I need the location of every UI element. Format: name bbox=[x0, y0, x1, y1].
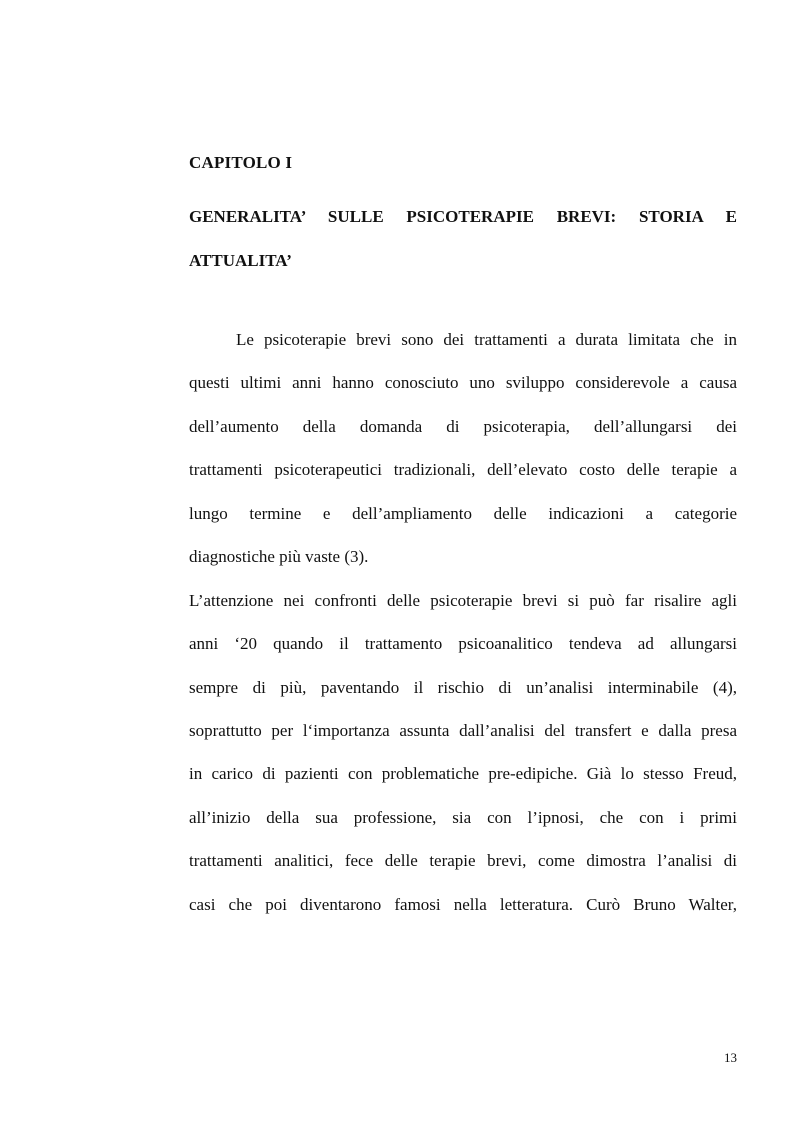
text-line: trattamenti psicoterapeutici tradizionali, dell’elevato costo delle terapie a bbox=[189, 460, 737, 480]
text-line: diagnostiche più vaste (3). bbox=[189, 547, 369, 567]
text-line: questi ultimi anni hanno conosciuto uno sviluppo considerevole a causa bbox=[189, 373, 737, 393]
page-number: 13 bbox=[724, 1050, 737, 1065]
text-line: casi che poi diventarono famosi nella letteratura. Curò Bruno Walter, bbox=[189, 894, 737, 914]
text-line: anni ‘20 quando il trattamento psicoanalitico tendeva ad allungarsi bbox=[189, 634, 737, 654]
text-line: dell’aumento della domanda di psicoterapia, dell’allungarsi dei bbox=[189, 416, 737, 436]
text-line: sempre di più, paventando il rischio di un’analisi interminabile (4), bbox=[189, 677, 737, 697]
body-paragraphs bbox=[189, 320, 737, 928]
text-line: lungo termine e dell’ampliamento delle indicazioni a categorie bbox=[189, 503, 737, 523]
chapter-label: CAPITOLO I bbox=[189, 153, 293, 172]
text-line: trattamenti analitici, fece delle terapie brevi, come dimostra l’analisi di bbox=[189, 851, 737, 871]
text-line: all’inizio della sua professione, sia con l’ipnosi, che con i primi bbox=[189, 807, 737, 827]
chapter-title: GENERALITA’ SULLE PSICOTERAPIE BREVI: STORIA E ATTUALITA’ bbox=[189, 207, 737, 270]
text-line: L’attenzione nei confronti delle psicoterapie brevi si può far risalire agli bbox=[189, 590, 737, 610]
text-line: soprattutto per l‘importanza assunta dall’analisi del transfert e dalla presa bbox=[189, 720, 737, 740]
text-line: Le psicoterapie brevi sono dei trattamenti a durata limitata che in bbox=[236, 330, 737, 349]
text-line: in carico di pazienti con problematiche pre-edipiche. Già lo stesso Freud, bbox=[189, 764, 737, 784]
